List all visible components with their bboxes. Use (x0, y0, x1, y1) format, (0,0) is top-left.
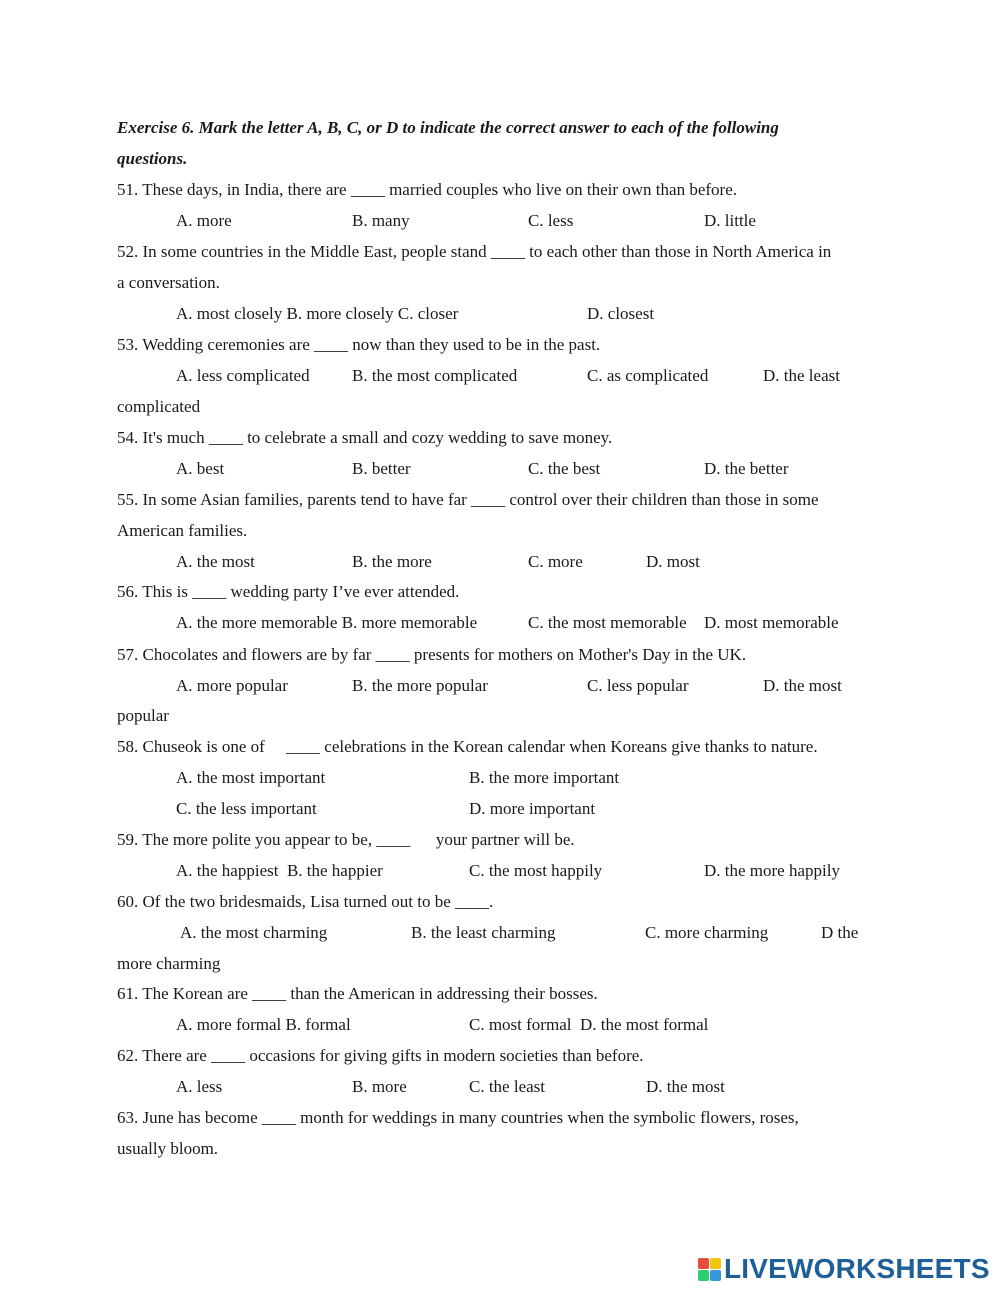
option-58-d[interactable]: D. more important (469, 799, 596, 818)
option-59-c[interactable]: C. the most happily (469, 861, 603, 880)
option-60-d[interactable]: D the (821, 923, 859, 942)
option-56-c[interactable]: C. the most memorable (528, 613, 687, 632)
option-56-ab[interactable]: A. the more memorable B. more memorable (176, 613, 478, 632)
option-54-c[interactable]: C. the best (528, 459, 601, 478)
option-53-d[interactable]: D. the least (763, 366, 840, 385)
option-62-d[interactable]: D. the most (646, 1077, 725, 1096)
option-57-b[interactable]: B. the more popular (352, 676, 488, 695)
option-51-c[interactable]: C. less (528, 211, 574, 230)
question-62: 62. There are ____ occasions for giving gifts in modern societies than before. (117, 1046, 644, 1065)
brand-name: LIVEWORKSHEETS (724, 1253, 990, 1284)
option-55-b[interactable]: B. the more (352, 552, 432, 571)
option-53-d-cont: complicated (117, 397, 201, 416)
question-53: 53. Wedding ceremonies are ____ now than they used to be in the past. (117, 335, 601, 354)
option-51-b[interactable]: B. many (352, 211, 410, 230)
option-54-d[interactable]: D. the better (704, 459, 789, 478)
option-54-a[interactable]: A. best (176, 459, 225, 478)
option-59-ab[interactable]: A. the happiest B. the happier (176, 861, 383, 880)
option-62-c[interactable]: C. the least (469, 1077, 546, 1096)
question-58: 58. Chuseok is one of ____ celebrations in the Korean calendar when Koreans give thanks to nature. (117, 737, 818, 756)
question-52: 52. In some countries in the Middle East, people stand ____ to each other than those in North America in (117, 242, 832, 261)
question-55: 55. In some Asian families, parents tend to have far ____ control over their children than those in some (117, 490, 819, 509)
option-51-d[interactable]: D. little (704, 211, 756, 230)
option-58-c[interactable]: C. the less important (176, 799, 317, 818)
option-61-cd[interactable]: C. most formal D. the most formal (469, 1015, 709, 1034)
option-54-b[interactable]: B. better (352, 459, 411, 478)
question-52-cont: a conversation. (117, 273, 220, 292)
option-53-b[interactable]: B. the most complicated (352, 366, 518, 385)
question-54: 54. It's much ____ to celebrate a small and cozy wedding to save money. (117, 428, 613, 447)
option-62-b[interactable]: B. more (352, 1077, 407, 1096)
question-63: 63. June has become ____ month for weddings in many countries when the symbolic flowers, roses, (117, 1108, 799, 1127)
option-55-a[interactable]: A. the most (176, 552, 255, 571)
question-55-cont: American families. (117, 521, 248, 540)
option-60-c[interactable]: C. more charming (645, 923, 769, 942)
question-51: 51. These days, in India, there are ____ married couples who live on their own than before. (117, 180, 737, 199)
option-61-ab[interactable]: A. more formal B. formal (176, 1015, 351, 1034)
liveworksheets-logo-icon (698, 1258, 721, 1281)
option-60-b[interactable]: B. the least charming (411, 923, 556, 942)
option-57-d[interactable]: D. the most (763, 676, 842, 695)
option-53-a[interactable]: A. less complicated (176, 366, 310, 385)
option-52-d[interactable]: D. closest (587, 304, 655, 323)
liveworksheets-brand[interactable] (698, 1254, 990, 1284)
question-56: 56. This is ____ wedding party I’ve ever attended. (117, 582, 460, 601)
option-60-d-cont: more charming (117, 954, 221, 973)
option-58-a[interactable]: A. the most important (176, 768, 326, 787)
option-57-d-cont: popular (117, 706, 169, 725)
question-60: 60. Of the two bridesmaids, Lisa turned out to be ____. (117, 892, 494, 911)
option-59-d[interactable]: D. the more happily (704, 861, 840, 880)
option-57-c[interactable]: C. less popular (587, 676, 689, 695)
option-55-d[interactable]: D. most (646, 552, 700, 571)
exercise-title-cont: questions. (117, 149, 188, 168)
option-52-abc[interactable]: A. most closely B. more closely C. closer (176, 304, 459, 323)
exercise-title: Exercise 6. Mark the letter A, B, C, or D to indicate the correct answer to each of the following (117, 118, 779, 137)
question-59: 59. The more polite you appear to be, ____ your partner will be. (117, 830, 575, 849)
question-61: 61. The Korean are ____ than the American in addressing their bosses. (117, 984, 598, 1003)
option-62-a[interactable]: A. less (176, 1077, 223, 1096)
option-55-c[interactable]: C. more (528, 552, 583, 571)
option-56-d[interactable]: D. most memorable (704, 613, 839, 632)
option-60-a[interactable]: A. the most charming (180, 923, 328, 942)
question-57: 57. Chocolates and flowers are by far ____ presents for mothers on Mother's Day in the UK. (117, 645, 747, 664)
question-63-cont: usually bloom. (117, 1139, 219, 1158)
option-58-b[interactable]: B. the more important (469, 768, 620, 787)
option-57-a[interactable]: A. more popular (176, 676, 288, 695)
option-53-c[interactable]: C. as complicated (587, 366, 709, 385)
option-51-a[interactable]: A. more (176, 211, 232, 230)
